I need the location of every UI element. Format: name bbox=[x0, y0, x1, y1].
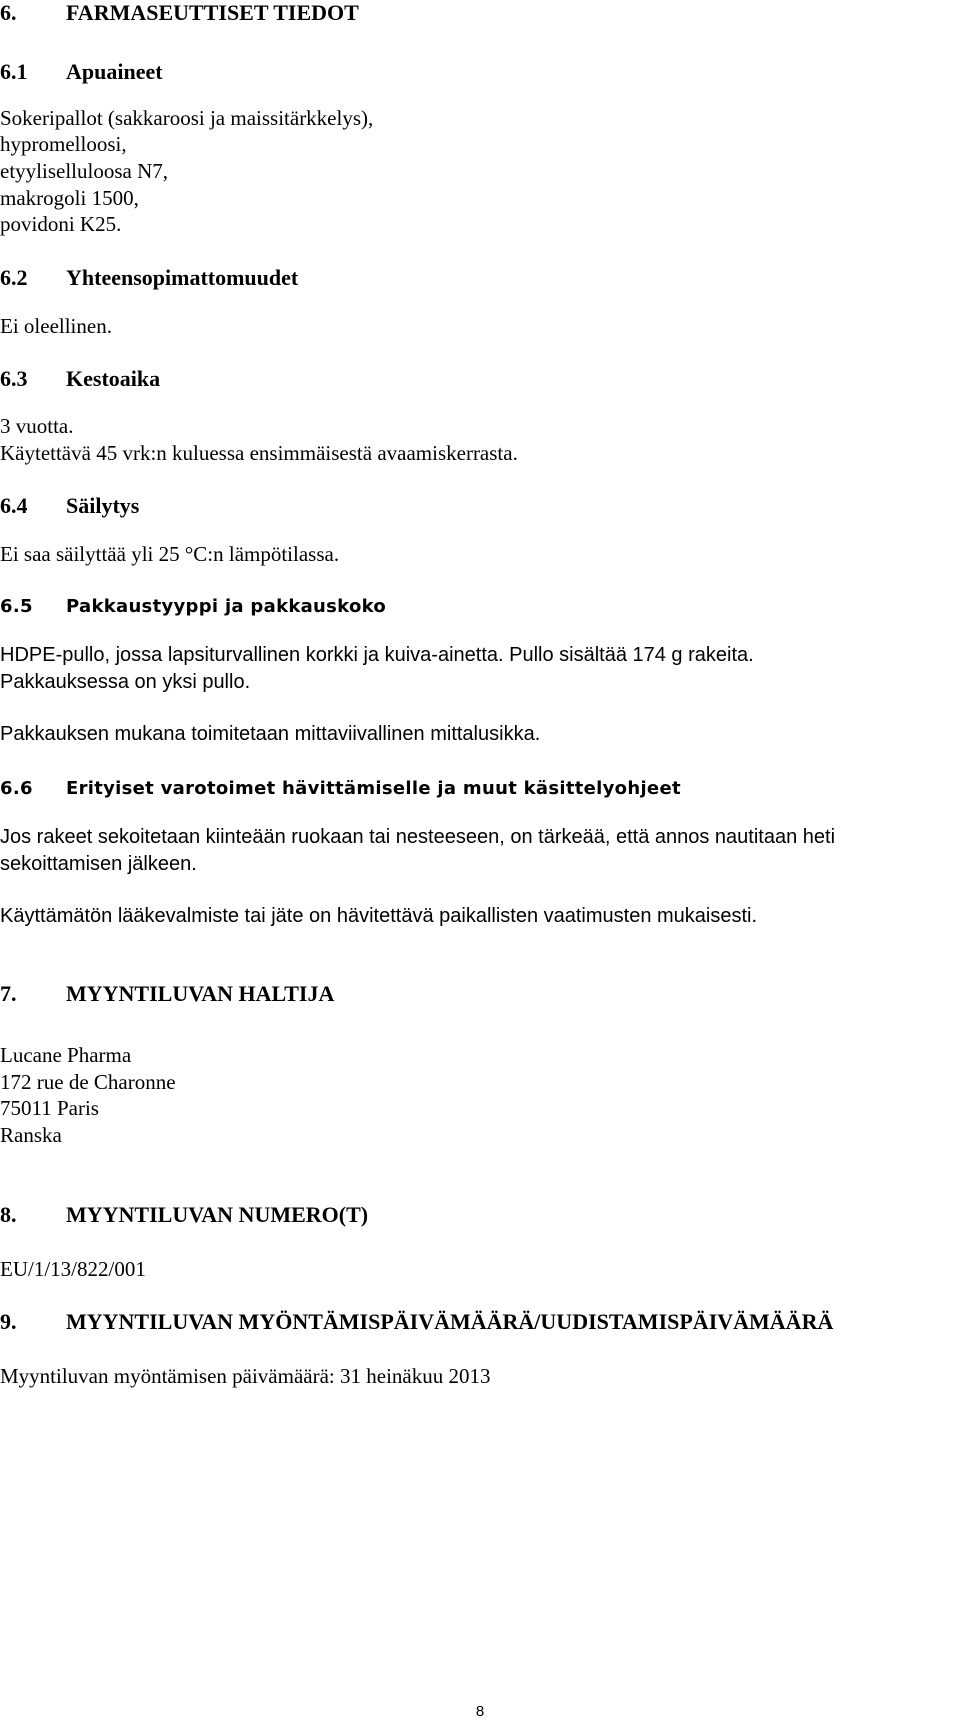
section-9-heading bbox=[0, 1308, 833, 1336]
excipient-line: hypromelloosi, bbox=[0, 132, 127, 156]
shelf-life-line: Käytettävä 45 vrk:n kuluessa ensimmäisestä avaamiskerrasta. bbox=[0, 441, 518, 465]
section-6-2-heading bbox=[0, 264, 298, 292]
section-6-4-title: Säilytys bbox=[66, 493, 140, 518]
handling-line: Jos rakeet sekoitetaan kiinteään ruokaan tai nesteeseen, on tärkeää, että annos nautitaan heti bbox=[0, 826, 836, 848]
holder-address-line: 75011 Paris bbox=[0, 1096, 99, 1120]
section-8-title: MYYNTILUVAN NUMERO(T) bbox=[66, 1202, 369, 1227]
section-7-number: 7. bbox=[0, 981, 17, 1006]
section-7-heading bbox=[0, 980, 334, 1008]
shelf-life-line: 3 vuotta. bbox=[0, 414, 74, 438]
section-6-3-number: 6.3 bbox=[0, 366, 28, 391]
authorisation-number: EU/1/13/822/001 bbox=[0, 1257, 146, 1281]
holder-address-line: 172 rue de Charonne bbox=[0, 1070, 176, 1094]
section-6-title: FARMASEUTTISET TIEDOT bbox=[66, 0, 359, 25]
holder-address-line: Lucane Pharma bbox=[0, 1043, 132, 1067]
storage-text: Ei saa säilyttää yli 25 °C:n lämpötilassa. bbox=[0, 542, 340, 566]
authorisation-date: Myyntiluvan myöntämisen päivämäärä: 31 heinäkuu 2013 bbox=[0, 1364, 491, 1388]
section-6-1-title: Apuaineet bbox=[66, 59, 163, 84]
section-6-5-title: Pakkaustyyppi ja pakkauskoko bbox=[66, 596, 387, 617]
section-6-3-heading bbox=[0, 365, 160, 393]
section-7-title: MYYNTILUVAN HALTIJA bbox=[66, 981, 335, 1006]
excipient-line: povidoni K25. bbox=[0, 212, 122, 236]
section-6-1-number: 6.1 bbox=[0, 59, 28, 84]
excipient-line: etyyliselluloosa N7, bbox=[0, 159, 168, 183]
package-line: Pakkauksessa on yksi pullo. bbox=[0, 671, 251, 693]
incompatibilities-text: Ei oleellinen. bbox=[0, 314, 112, 338]
disposal-text: Käyttämätön lääkevalmiste tai jäte on hävitettävä paikallisten vaatimusten mukaisesti. bbox=[0, 905, 758, 927]
package-spoon-text: Pakkauksen mukana toimitetaan mittaviivallinen mittalusikka. bbox=[0, 723, 541, 745]
section-6-5-heading bbox=[0, 593, 386, 621]
section-6-3-title: Kestoaika bbox=[66, 366, 161, 391]
section-8-heading bbox=[0, 1201, 368, 1229]
section-6-2-title: Yhteensopimattomuudet bbox=[66, 265, 299, 290]
section-8-number: 8. bbox=[0, 1202, 17, 1227]
section-6-4-heading bbox=[0, 492, 139, 520]
section-6-6-number: 6.6 bbox=[0, 778, 33, 799]
section-6-4-number: 6.4 bbox=[0, 493, 28, 518]
section-6-2-number: 6.2 bbox=[0, 265, 28, 290]
excipient-line: Sokeripallot (sakkaroosi ja maissitärkkelys), bbox=[0, 106, 374, 130]
section-9-title: MYYNTILUVAN MYÖNTÄMISPÄIVÄMÄÄRÄ/UUDISTAMISPÄIVÄMÄÄRÄ bbox=[66, 1309, 834, 1334]
handling-line: sekoittamisen jälkeen. bbox=[0, 853, 197, 875]
holder-address-line: Ranska bbox=[0, 1123, 62, 1147]
section-6-1-heading bbox=[0, 58, 163, 86]
section-9-number: 9. bbox=[0, 1309, 17, 1334]
section-6-number: 6. bbox=[0, 0, 17, 25]
page-number: 8 bbox=[475, 1703, 485, 1720]
package-line: HDPE-pullo, jossa lapsiturvallinen korkki ja kuiva-ainetta. Pullo sisältää 174 g rakeita. bbox=[0, 644, 754, 666]
section-6-5-number: 6.5 bbox=[0, 596, 33, 617]
excipient-line: makrogoli 1500, bbox=[0, 186, 139, 210]
section-6-6-title: Erityiset varotoimet hävittämiselle ja muut käsittelyohjeet bbox=[66, 778, 681, 799]
section-6-heading bbox=[0, 0, 359, 27]
section-6-6-heading bbox=[0, 775, 681, 803]
